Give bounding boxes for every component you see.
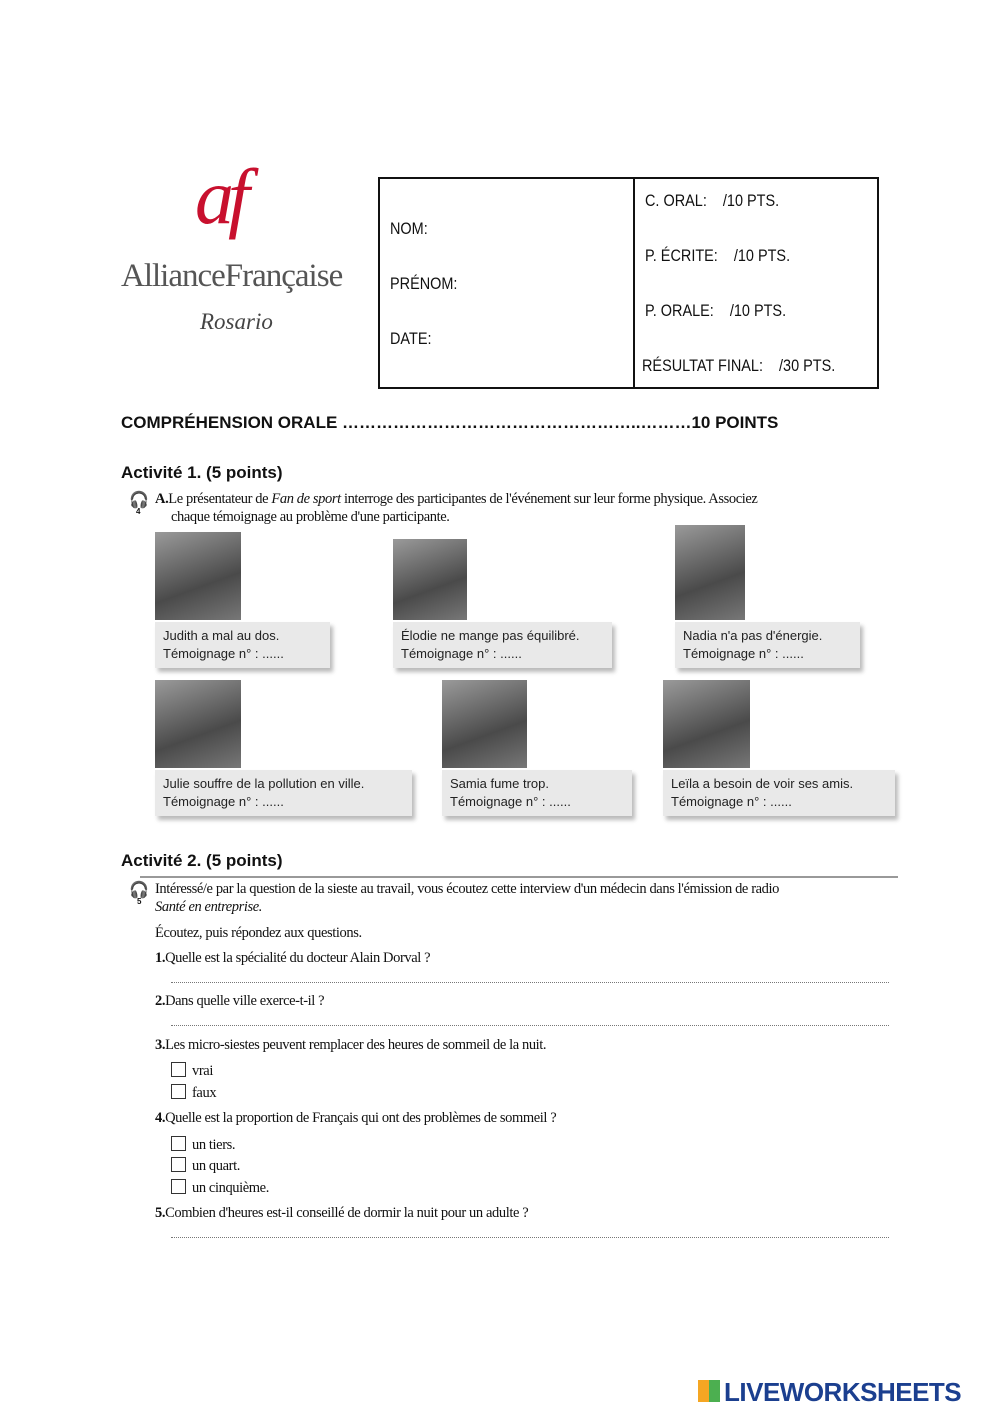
liveworksheets-brand[interactable]: LIVEWORKSHEETS: [724, 1377, 962, 1407]
score-ecrite: P. ÉCRITE: /10 PTS.: [645, 246, 791, 265]
photo-elodie: [393, 539, 467, 620]
section-title: COMPRÉHENSION ORALE ……………………………………………..………10 POINTS: [121, 413, 779, 432]
option-tiers[interactable]: un tiers.: [171, 1136, 235, 1154]
photo-julie: [155, 680, 241, 768]
score-orale: P. ORALE: /10 PTS.: [645, 301, 787, 320]
answer-field[interactable]: Témoignage n° : ......: [163, 646, 284, 661]
prenom-field[interactable]: PRÉNOM:: [390, 274, 458, 293]
track-number: 4: [136, 507, 141, 516]
question-5: 5.Combien d'heures est-il conseillé de dormir la nuit pour un adulte ?: [155, 1205, 529, 1221]
answer-field[interactable]: Témoignage n° : ......: [683, 646, 804, 661]
answer-line-1[interactable]: [171, 981, 889, 983]
answer-field[interactable]: Témoignage n° : ......: [671, 794, 792, 809]
photo-samia: [442, 680, 527, 768]
nom-field[interactable]: NOM:: [390, 219, 428, 238]
score-oral: C. ORAL: /10 PTS.: [645, 191, 780, 210]
track-number: 5: [137, 897, 142, 906]
answer-field[interactable]: Témoignage n° : ......: [401, 646, 522, 661]
answer-line-2[interactable]: [171, 1024, 889, 1026]
question-4: 4.Quelle est la proportion de Français qui ont des problèmes de sommeil ?: [155, 1110, 557, 1126]
card-julie: Julie souffre de la pollution en ville. Témoignage n° : ......: [155, 770, 412, 816]
checkbox[interactable]: [171, 1084, 186, 1099]
headphones-icon: 🎧: [129, 492, 149, 509]
divider: [140, 876, 898, 878]
card-leila: Leïla a besoin de voir ses amis. Témoignage n° : ......: [663, 770, 895, 816]
photo-nadia: [675, 525, 745, 620]
activity1-intro: A.Le présentateur de Fan de sport interroge des participantes de l'événement sur leur forme physique. Associez: [155, 491, 758, 507]
photo-judith: [155, 532, 241, 620]
photo-leila: [663, 680, 750, 768]
card-samia: Samia fume trop. Témoignage n° : ......: [442, 770, 632, 816]
question-1: 1.Quelle est la spécialité du docteur Alain Dorval ?: [155, 950, 431, 966]
activity2-intro: Intéressé/e par la question de la sieste au travail, vous écoutez cette interview d'un médecin dans l'émission de radio: [155, 881, 779, 897]
instruction: Écoutez, puis répondez aux questions.: [155, 925, 362, 941]
activity1-title: Activité 1. (5 points): [121, 463, 283, 482]
score-final: RÉSULTAT FINAL: /30 PTS.: [642, 356, 836, 375]
checkbox[interactable]: [171, 1062, 186, 1077]
option-cinquieme[interactable]: un cinquième.: [171, 1179, 269, 1197]
activity1-intro-2: chaque témoignage au problème d'une participante.: [171, 509, 450, 525]
activity2-title: Activité 2. (5 points): [121, 851, 283, 870]
headphones-icon: 🎧: [129, 882, 149, 899]
logo-name: AllianceFrançaise: [121, 258, 343, 294]
option-vrai[interactable]: vrai: [171, 1062, 213, 1080]
card-judith: Judith a mal au dos. Témoignage n° : ......: [155, 622, 330, 668]
option-quart[interactable]: un quart.: [171, 1157, 240, 1175]
checkbox[interactable]: [171, 1179, 186, 1194]
logo-mark: af: [195, 153, 244, 240]
card-elodie: Élodie ne mange pas équilibré. Témoignage n° : ......: [393, 622, 612, 668]
option-faux[interactable]: faux: [171, 1084, 216, 1102]
answer-field[interactable]: Témoignage n° : ......: [163, 794, 284, 809]
answer-field[interactable]: Témoignage n° : ......: [450, 794, 571, 809]
answer-line-5[interactable]: [171, 1236, 889, 1238]
card-nadia: Nadia n'a pas d'énergie. Témoignage n° : ......: [675, 622, 860, 668]
show-name: Santé en entreprise.: [155, 899, 263, 915]
logo-city: Rosario: [200, 309, 273, 334]
question-3: 3.Les micro-siestes peuvent remplacer des heures de sommeil de la nuit.: [155, 1037, 547, 1053]
student-info-box: [378, 177, 879, 389]
checkbox[interactable]: [171, 1157, 186, 1172]
checkbox[interactable]: [171, 1136, 186, 1151]
question-2: 2.Dans quelle ville exerce-t-il ?: [155, 993, 325, 1009]
date-field[interactable]: DATE:: [390, 329, 432, 348]
liveworksheets-logo-icon: [698, 1380, 720, 1402]
